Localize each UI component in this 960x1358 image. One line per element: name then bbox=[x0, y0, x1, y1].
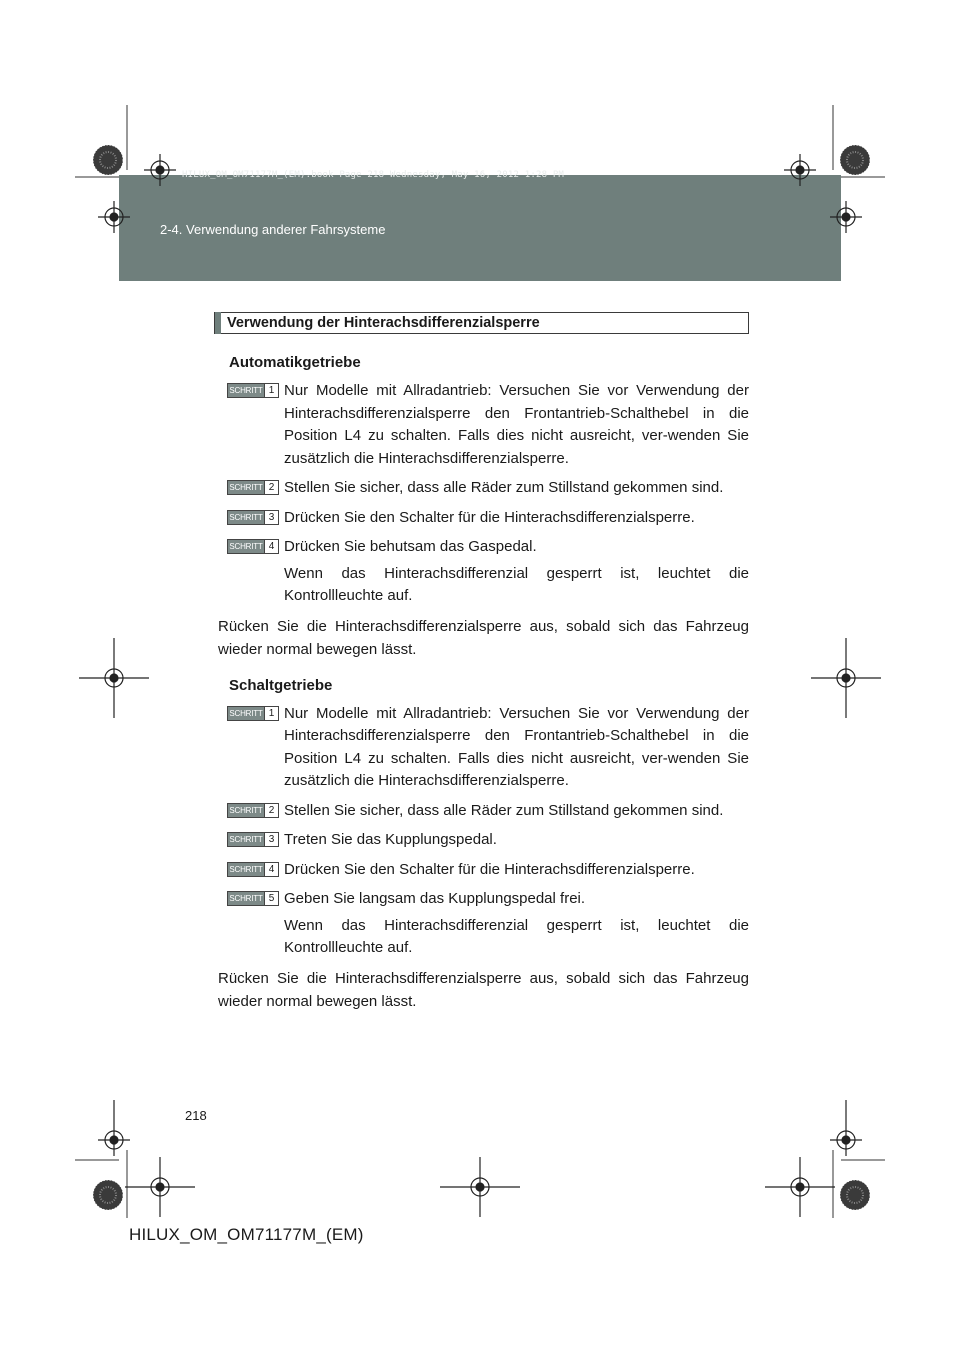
step-item bbox=[227, 380, 749, 470]
step-badge: SCHRITT 3 bbox=[227, 832, 279, 847]
step-text: Nur Modelle mit Allradantrieb: Versuchen Sie vor Verwendung der Hinterachsdifferenzialsperre den Frontantrieb-Schalthebel in die Position L4 zu schalten. Falls dies nicht ausreicht, ver-wenden Sie zusätzlich die Hinterachsdifferenzialsperre. bbox=[284, 704, 749, 789]
step-badge: SCHRITT 3 bbox=[227, 510, 279, 525]
step-item bbox=[227, 829, 749, 852]
closing-paragraph: Rücken Sie die Hinterachsdifferenzialsperre aus, sobald sich das Fahrzeug wieder normal bewegen lässt. bbox=[218, 969, 749, 1010]
step-badge: SCHRITT 2 bbox=[227, 480, 279, 495]
step-item bbox=[227, 703, 749, 793]
step-text: Stellen Sie sicher, dass alle Räder zum Stillstand gekommen sind. bbox=[284, 479, 724, 496]
step-text: Drücken Sie behutsam das Gaspedal. bbox=[284, 538, 537, 555]
page-content bbox=[214, 312, 749, 1023]
book-stamp: HILUX_OM_OM71177M_(EM).book Page 218 Wednesday, May 16, 2012 1:28 PM bbox=[182, 170, 565, 180]
page-number: 218 bbox=[185, 1108, 207, 1123]
step-badge: SCHRITT 4 bbox=[227, 862, 279, 877]
step-text: Geben Sie langsam das Kupplungspedal frei. bbox=[284, 890, 586, 907]
step-item bbox=[227, 477, 749, 500]
closing-paragraph: Rücken Sie die Hinterachsdifferenzialsperre aus, sobald sich das Fahrzeug wieder normal bewegen lässt. bbox=[218, 617, 749, 658]
title-accent-bar bbox=[215, 312, 221, 334]
step-item bbox=[227, 536, 749, 559]
step-item bbox=[227, 859, 749, 882]
step-item bbox=[227, 507, 749, 530]
heading-automatikgetriebe: Automatikgetriebe bbox=[229, 354, 361, 371]
step-text: Stellen Sie sicher, dass alle Räder zum Stillstand gekommen sind. bbox=[284, 801, 724, 819]
footer-code: HILUX_OM_OM71177M_(EM) bbox=[129, 1225, 364, 1244]
section-label: 2-4. Verwendung anderer Fahrsysteme bbox=[160, 222, 386, 237]
heading-schaltgetriebe: Schaltgetriebe bbox=[229, 676, 333, 694]
step-text: Drücken Sie den Schalter für die Hinterachsdifferenzialsperre. bbox=[284, 508, 695, 526]
step-badge: SCHRITT 1 bbox=[227, 383, 279, 398]
step-note: Wenn das Hinterachsdifferenzial gesperrt ist, leuchtet die Kontrollleuchte auf. bbox=[284, 564, 749, 604]
step-text: Treten Sie das Kupplungspedal. bbox=[284, 831, 497, 848]
step-text: Nur Modelle mit Allradantrieb: Versuchen Sie vor Verwendung der Hinterachsdifferenzialsperre den Frontantrieb-Schalthebel in die Position L4 zu schalten. Falls dies nicht ausreicht, ver-wenden Sie zusätzlich die Hinterachsdifferenzialsperre. bbox=[284, 382, 749, 467]
step-item bbox=[227, 888, 749, 911]
step-item bbox=[227, 800, 749, 823]
step-text: Drücken Sie den Schalter für die Hinterachsdifferenzialsperre. bbox=[284, 860, 695, 878]
step-badge: SCHRITT 4 bbox=[227, 539, 279, 554]
step-badge: SCHRITT 2 bbox=[227, 803, 279, 818]
step-badge: SCHRITT 1 bbox=[227, 706, 279, 721]
section-title-box bbox=[214, 312, 749, 334]
section-title: Verwendung der Hinterachsdifferenzialsperre bbox=[227, 315, 540, 331]
step-badge: SCHRITT 5 bbox=[227, 891, 279, 906]
step-note: Wenn das Hinterachsdifferenzial gesperrt ist, leuchtet die Kontrollleuchte auf. bbox=[284, 916, 749, 956]
